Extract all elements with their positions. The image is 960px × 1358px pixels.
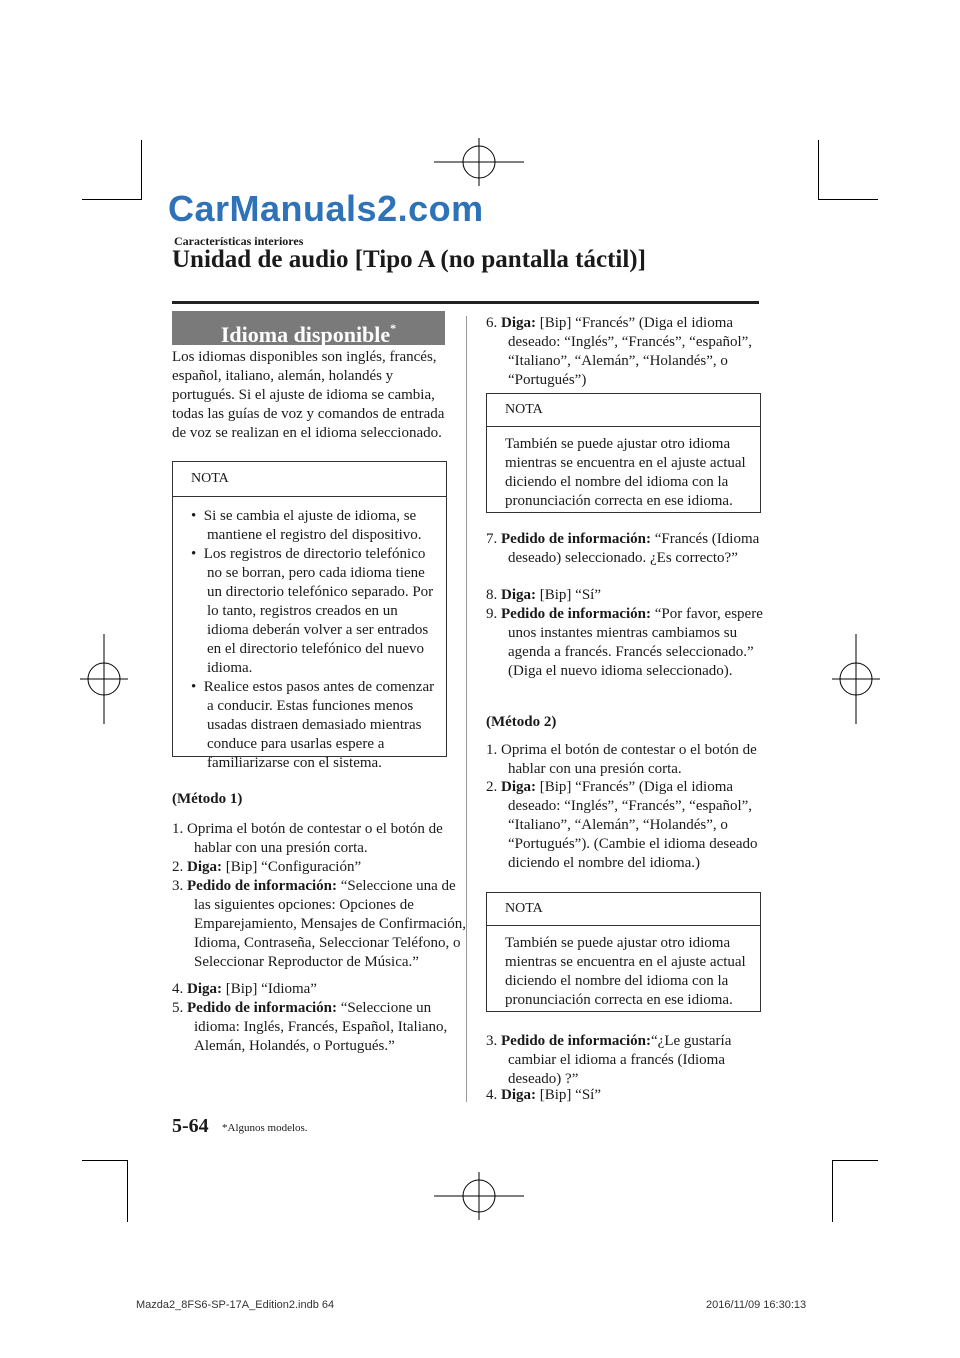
title-rule (172, 301, 759, 304)
method2-title: (Método 2) (486, 714, 557, 730)
note-bullet: • Los registros de directorio telefónico no se borran, pero cada idioma tiene un directorio telefónico separado. Por lo tanto, registros creados en un idioma deberán volver a ser entrados en el directorio telefónico del nuevo idioma. (191, 546, 434, 676)
note-label: NOTA (173, 462, 446, 497)
registration-mark-right (832, 634, 880, 724)
note-bullet: • Si se cambia el ajuste de idioma, se mantiene el registro del dispositivo. (191, 508, 422, 543)
method1-step-2: 2. Diga: [Bip] “Configuración” (172, 859, 362, 875)
heading-text: Idioma disponible (220, 322, 391, 347)
note-label: NOTA (487, 893, 760, 926)
registration-mark-left (80, 634, 128, 724)
note-text: También se puede ajustar otro idioma mientras se encuentra en el ajuste actual diciendo el nombre del idioma con la pronunciación correcta en ese idioma. (505, 436, 746, 509)
method1-title: (Método 1) (172, 791, 243, 807)
intro-paragraph: Los idiomas disponibles son inglés, francés, español, italiano, alemán, holandés y portugués. Si el ajuste de idioma se cambia, todas las guías de voz y comandos de entrada de voz se realizan en el idioma seleccionado. (172, 349, 445, 441)
method1-step-4: 4. Diga: [Bip] “Idioma” (172, 981, 317, 997)
method2-step-4: 4. Diga: [Bip] “Sí” (486, 1087, 601, 1103)
page-number: 5-64 (172, 1115, 209, 1137)
heading-footnote-mark: * (390, 321, 397, 335)
section-label: Características interiores (174, 234, 304, 248)
method1-step-3: 3. Pedido de información: “Seleccione una de las siguientes opciones: Opciones de Emparejamiento, Mensajes de Confirmación, Idioma, Contraseña, Seleccionar Teléfono, o Seleccionar Reproductor de Música.” (172, 878, 466, 970)
note-bullet: • Realice estos pasos antes de comenzar a conducir. Estas funciones menos usadas distraen demasiado mientras conduce para usarlas espere a familiarizarse con el sistema. (191, 679, 435, 771)
registration-mark-top (434, 138, 524, 186)
note-body (173, 497, 446, 773)
note-text: También se puede ajustar otro idioma mientras se encuentra en el ajuste actual diciendo el nombre del idioma con la pronunciación correcta en ese idioma. (505, 935, 746, 1008)
note-box-2 (486, 393, 761, 513)
method1-step-7: 7. Pedido de información: “Francés (Idioma deseado) seleccionado. ¿Es correcto?” (486, 531, 760, 566)
method2-step-3: 3. Pedido de información:“¿Le gustaría cambiar el idioma a francés (Idioma deseado) ?” (486, 1033, 732, 1087)
note-box-3 (486, 892, 761, 1012)
footnote: *Algunos modelos. (222, 1122, 308, 1134)
note-box-1 (172, 461, 447, 771)
page-title: Unidad de audio [Tipo A (no pantalla táctil)] (172, 246, 646, 273)
registration-mark-bottom (434, 1172, 524, 1220)
method1-step-6: 6. Diga: [Bip] “Francés” (Diga el idioma deseado: “Inglés”, “Francés”, “español”, “Italiano”, “Alemán”, “Holandés”, o “Portugués”) (486, 315, 753, 388)
note-label: NOTA (487, 394, 760, 427)
method2-step-2: 2. Diga: [Bip] “Francés” (Diga el idioma deseado: “Inglés”, “Francés”, “español”, “Italiano”, “Alemán”, “Holandés”, o “Portugués”). (Cambie el idioma deseado diciendo el nombre del idioma.) (486, 779, 758, 871)
watermark-logo: CarManuals2.com (168, 188, 484, 229)
method1-step-8: 8. Diga: [Bip] “Sí” (486, 587, 601, 603)
method1-step-5: 5. Pedido de información: “Seleccione un idioma: Inglés, Francés, Español, Italiano, Alemán, Holandés, o Portugués.” (172, 1000, 448, 1054)
section-heading (172, 311, 445, 345)
method1-step-9: 9. Pedido de información: “Por favor, espere unos instantes mientras cambiamos su agenda a francés. Francés seleccionado.” (Diga el nuevo idioma seleccionado). (486, 606, 763, 679)
method1-step-1: 1. Oprima el botón de contestar o el botón de hablar con una presión corta. (172, 821, 443, 856)
footer-file: Mazda2_8FS6-SP-17A_Edition2.indb 64 (136, 1299, 335, 1311)
footer-date: 2016/11/09 16:30:13 (706, 1299, 807, 1311)
method2-step-1: 1. Oprima el botón de contestar o el botón de hablar con una presión corta. (486, 742, 757, 777)
